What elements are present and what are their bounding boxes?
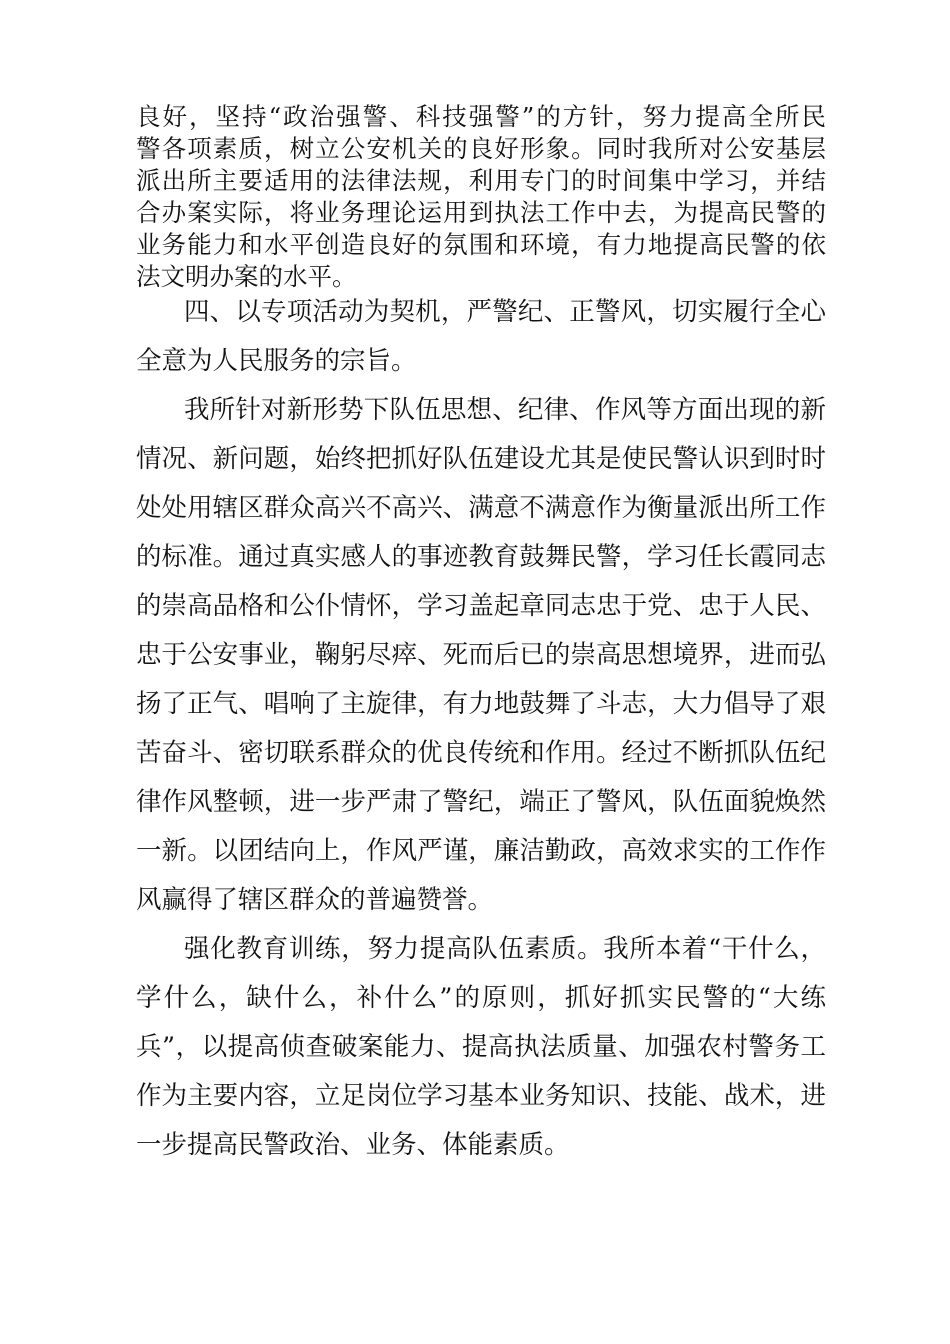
text-line: 的崇高品格和公仆情怀，学习盖起章同志忠于党、忠于人民、 bbox=[136, 591, 826, 621]
text-line: 法文明办案的水平。 bbox=[136, 262, 357, 291]
text-line: 派出所主要适用的法律法规，利用专门的时间集中学习，并结 bbox=[136, 166, 826, 195]
text-line: 警各项素质，树立公安机关的良好形象。同时我所对公安基层 bbox=[136, 134, 826, 163]
text-line: 苦奋斗、密切联系群众的优良传统和作用。经过不断抓队伍纪 bbox=[136, 738, 826, 768]
text-line: 处处用辖区群众高兴不高兴、满意不满意作为衡量派出所工作 bbox=[136, 493, 826, 523]
text-line: 一新。以团结向上，作风严谨，廉洁勤政，高效求实的工作作 bbox=[136, 836, 826, 866]
text-line: 扬了正气、唱响了主旋律，有力地鼓舞了斗志，大力倡导了艰 bbox=[136, 689, 826, 719]
text-line: 我所针对新形势下队伍思想、纪律、作风等方面出现的新 bbox=[184, 395, 826, 425]
text-line: 风赢得了辖区群众的普遍赞誉。 bbox=[136, 885, 494, 915]
text-line: 的标准。通过真实感人的事迹教育鼓舞民警，学习任长霞同志 bbox=[136, 542, 826, 572]
text-line: 良好，坚持“政治强警、科技强警”的方针，努力提高全所民 bbox=[136, 102, 826, 131]
section-heading-line: 四、以专项活动为契机，严警纪、正警风，切实履行全心 bbox=[184, 297, 826, 327]
text-line: 强化教育训练，努力提高队伍素质。我所本着“干什么， bbox=[184, 934, 826, 964]
text-line: 情况、新问题，始终把抓好队伍建设尤其是使民警认识到时时 bbox=[136, 444, 826, 474]
text-line: 合办案实际，将业务理论运用到执法工作中去，为提高民警的 bbox=[136, 198, 826, 227]
text-line: 学什么，缺什么，补什么”的原则，抓好抓实民警的“大练 bbox=[136, 983, 826, 1013]
text-line: 一步提高民警政治、业务、体能素质。 bbox=[136, 1130, 570, 1160]
text-line: 作为主要内容，立足岗位学习基本业务知识、技能、战术，进 bbox=[136, 1081, 826, 1111]
text-line: 业务能力和水平创造良好的氛围和环境，有力地提高民警的依 bbox=[136, 230, 826, 259]
section-heading-line: 全意为人民服务的宗旨。 bbox=[136, 346, 417, 376]
text-line: 兵”，以提高侦查破案能力、提高执法质量、加强农村警务工 bbox=[136, 1032, 826, 1062]
text-line: 忠于公安事业，鞠躬尽瘁、死而后已的崇高思想境界，进而弘 bbox=[136, 640, 826, 670]
text-line: 律作风整顿，进一步严肃了警纪，端正了警风，队伍面貌焕然 bbox=[136, 787, 826, 817]
